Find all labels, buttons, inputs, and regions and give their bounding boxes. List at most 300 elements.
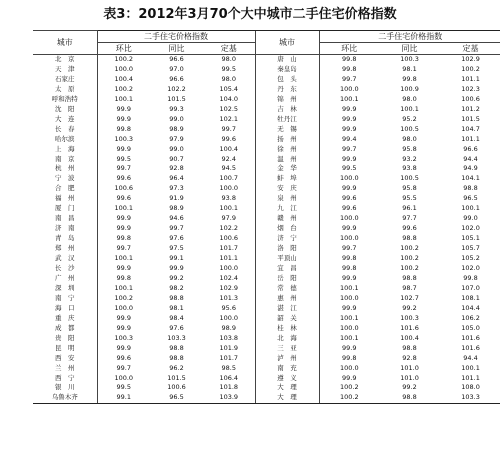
table-row [33, 125, 500, 135]
city-cell-left: 上 海 [55, 144, 75, 153]
city-cell-right: 牡丹江 [255, 115, 319, 125]
base-cell-right: 94.4 [463, 154, 478, 163]
city-cell-right: 烟 台 [255, 224, 319, 234]
table-row [33, 374, 500, 384]
mom-cell-left: 99.6 [97, 174, 150, 184]
yoy-cell-right: 97.7 [402, 214, 417, 223]
yoy-cell-right: 99.8 [402, 74, 417, 83]
yoy-cell-left: 99.1 [169, 254, 184, 263]
yoy-cell-left: 97.9 [169, 134, 184, 143]
mom-cell-right: 100.1 [319, 284, 379, 294]
yoy-cell-right: 100.2 [400, 244, 419, 253]
yoy-cell-left: 98.9 [169, 204, 184, 213]
table-row [33, 155, 500, 165]
base-cell-right: 105.0 [461, 323, 480, 332]
city-cell-right: 徐 州 [255, 145, 319, 155]
mom-cell-right: 99.9 [319, 304, 379, 314]
yoy-cell-left: 96.2 [169, 363, 184, 372]
yoy-cell-right: 101.0 [400, 363, 419, 372]
city-cell-right: 常 德 [255, 284, 319, 294]
header-index-group-right: 二手住宅价格指数 [319, 31, 500, 43]
city-cell-right: 遵 义 [255, 374, 319, 384]
mom-cell-right: 99.8 [319, 254, 379, 264]
base-cell-left: 103.9 [203, 393, 255, 403]
yoy-cell-left: 98.4 [169, 313, 184, 322]
mom-cell-left: 100.6 [97, 184, 150, 194]
mom-cell-left: 100.1 [97, 284, 150, 294]
base-cell-left: 94.5 [221, 164, 236, 173]
mom-cell-left: 99.9 [97, 224, 150, 234]
mom-cell-right: 99.9 [319, 344, 379, 354]
mom-cell-right: 100.1 [319, 95, 379, 105]
base-cell-left: 102.2 [219, 224, 239, 233]
table-row [33, 244, 500, 254]
city-cell-left: 石家庄 [55, 74, 75, 83]
base-cell-right: 106.2 [461, 313, 480, 322]
mom-cell-right: 100.2 [319, 383, 379, 393]
city-cell-left: 南 昌 [55, 214, 75, 223]
city-cell-right: 桂 林 [255, 324, 319, 334]
yoy-cell-left: 99.7 [169, 224, 184, 233]
base-cell-left: 103.8 [219, 333, 239, 342]
city-cell-left: 杭 州 [55, 164, 75, 173]
yoy-cell-right: 95.8 [402, 144, 417, 153]
city-cell-right: 南 充 [255, 364, 319, 374]
city-cell-left: 昆 明 [55, 343, 75, 352]
table-row [33, 194, 500, 204]
base-cell-right: 101.5 [461, 114, 480, 123]
yoy-cell-right: 95.8 [402, 184, 417, 193]
city-cell-left: 南 京 [55, 154, 75, 163]
header-index-group-left: 二手住宅价格指数 [97, 31, 255, 43]
mom-cell-left: 100.0 [97, 304, 150, 314]
mom-cell-right: 100.0 [319, 174, 379, 184]
base-cell-right: 100.2 [461, 64, 480, 73]
base-cell-right: 101.1 [461, 74, 480, 83]
table-row [33, 184, 500, 194]
header-yoy-right: 同比 [401, 44, 418, 53]
base-cell-right: 108.1 [461, 293, 480, 302]
mom-cell-right: 99.4 [319, 135, 379, 145]
mom-cell-right: 100.0 [319, 324, 379, 334]
base-cell-left: 101.1 [219, 254, 239, 263]
table-row [33, 85, 500, 95]
base-cell-left: 100.0 [219, 313, 239, 322]
yoy-cell-right: 98.0 [402, 94, 417, 103]
city-cell-right: 无 锡 [255, 125, 319, 135]
base-cell-right: 100.6 [461, 94, 480, 103]
table-row [33, 364, 500, 374]
base-cell-right: 101.2 [461, 104, 480, 113]
yoy-cell-right: 93.8 [402, 164, 417, 173]
yoy-cell-left: 98.8 [169, 353, 184, 362]
yoy-cell-left: 90.7 [169, 154, 184, 163]
mom-cell-left: 100.1 [97, 254, 150, 264]
mom-cell-left: 100.2 [97, 55, 150, 65]
table-row [33, 105, 500, 115]
mom-cell-right: 99.6 [319, 204, 379, 214]
table-row [33, 115, 500, 125]
table-row [33, 284, 500, 294]
mom-cell-right: 100.2 [319, 393, 379, 403]
city-cell-right: 平顶山 [255, 254, 319, 264]
yoy-cell-right: 98.1 [402, 64, 417, 73]
table-row [33, 264, 500, 274]
yoy-cell-right: 101.6 [400, 323, 419, 332]
base-cell-left: 100.0 [219, 184, 239, 193]
mom-cell-left: 100.1 [97, 95, 150, 105]
base-cell-left: 101.8 [219, 383, 239, 392]
base-cell-right: 98.8 [463, 184, 478, 193]
city-cell-right: 泉 州 [255, 194, 319, 204]
mom-cell-right: 99.7 [319, 244, 379, 254]
city-cell-right: 吉 林 [255, 105, 319, 115]
table-row [33, 164, 500, 174]
mom-cell-right: 99.9 [319, 374, 379, 384]
yoy-cell-left: 94.6 [169, 214, 184, 223]
yoy-cell-left: 96.4 [169, 174, 184, 183]
yoy-cell-right: 95.2 [402, 114, 417, 123]
table-row [33, 314, 500, 324]
city-cell-left: 成 都 [55, 323, 75, 332]
base-cell-left: 98.0 [203, 55, 255, 65]
base-cell-right: 102.0 [461, 264, 480, 273]
yoy-cell-right: 100.1 [400, 104, 419, 113]
yoy-cell-right: 100.3 [400, 313, 419, 322]
yoy-cell-left: 91.9 [169, 194, 184, 203]
mom-cell-left: 99.9 [97, 324, 150, 334]
yoy-cell-left: 97.6 [169, 323, 184, 332]
city-cell-right: 唐 山 [255, 55, 319, 65]
yoy-cell-right: 100.2 [400, 254, 419, 263]
mom-cell-left: 100.0 [97, 65, 150, 75]
base-cell-left: 102.4 [219, 273, 239, 282]
base-cell-left: 99.6 [221, 134, 236, 143]
yoy-cell-left: 97.5 [169, 244, 184, 253]
table-body [33, 55, 500, 404]
mom-cell-right: 99.9 [319, 115, 379, 125]
base-cell-left: 105.4 [219, 84, 239, 93]
mom-cell-right: 99.7 [319, 145, 379, 155]
mom-cell-left: 99.9 [97, 105, 150, 115]
table-title: 表3：2012年3月70个大中城市二手住宅价格指数 [103, 7, 397, 22]
yoy-cell-right: 93.2 [402, 154, 417, 163]
base-cell-right: 94.9 [463, 164, 478, 173]
table-row [33, 214, 500, 224]
mom-cell-left: 99.7 [97, 164, 150, 174]
city-cell-right: 包 头 [255, 75, 319, 85]
mom-cell-right: 99.8 [319, 55, 379, 65]
table-row [33, 174, 500, 184]
base-cell-right: 102.9 [440, 55, 500, 65]
base-cell-right: 108.0 [461, 383, 480, 392]
mom-cell-right: 100.0 [319, 214, 379, 224]
yoy-cell-right: 95.5 [402, 194, 417, 203]
mom-cell-right: 99.9 [319, 125, 379, 135]
mom-cell-left: 99.9 [97, 314, 150, 324]
yoy-cell-left: 100.6 [167, 383, 186, 392]
yoy-cell-right: 102.7 [400, 293, 419, 302]
city-cell-left: 济 南 [55, 224, 75, 233]
mom-cell-left: 99.6 [97, 194, 150, 204]
yoy-cell-left: 98.8 [169, 293, 184, 302]
yoy-cell-right: 98.8 [402, 234, 417, 243]
base-cell-left: 100.1 [219, 204, 239, 213]
base-cell-left: 101.7 [219, 244, 239, 253]
city-cell-right: 秦皇岛 [255, 65, 319, 75]
yoy-cell-right: 92.8 [402, 353, 417, 362]
mom-cell-right: 100.1 [319, 334, 379, 344]
header-yoy-left: 同比 [168, 44, 185, 53]
city-cell-left: 深 圳 [55, 283, 75, 292]
yoy-cell-left: 99.2 [169, 273, 184, 282]
yoy-cell-left: 98.2 [169, 283, 184, 292]
yoy-cell-left: 99.9 [169, 264, 184, 273]
table-row [33, 324, 500, 334]
mom-cell-left: 99.8 [97, 234, 150, 244]
city-cell-right: 丹 东 [255, 85, 319, 95]
yoy-cell-right: 100.2 [400, 264, 419, 273]
city-cell-left: 南 宁 [55, 293, 75, 302]
base-cell-right: 96.6 [463, 144, 478, 153]
yoy-cell-right: 99.2 [402, 383, 417, 392]
yoy-cell-right: 100.9 [400, 84, 419, 93]
yoy-cell-left: 97.6 [169, 234, 184, 243]
header-city-left: 城市 [33, 31, 97, 55]
mom-cell-right: 99.9 [319, 155, 379, 165]
table-row [33, 274, 500, 284]
city-cell-right: 锦 州 [255, 95, 319, 105]
city-cell-left: 乌鲁木齐 [33, 393, 97, 403]
base-cell-right: 104.4 [461, 303, 480, 312]
table-row [33, 254, 500, 264]
base-cell-right: 94.4 [463, 353, 478, 362]
city-cell-left: 沈 阳 [55, 104, 75, 113]
city-cell-left: 太 原 [55, 84, 75, 93]
mom-cell-left: 100.2 [97, 294, 150, 304]
base-cell-right: 102.0 [461, 224, 480, 233]
mom-cell-right: 99.8 [319, 354, 379, 364]
yoy-cell-right: 98.7 [402, 283, 417, 292]
base-cell-left: 98.9 [221, 323, 236, 332]
mom-cell-left: 99.9 [97, 115, 150, 125]
mom-cell-right: 100.0 [319, 85, 379, 95]
table-row [33, 95, 500, 105]
base-cell-right: 100.1 [461, 204, 480, 213]
base-cell-left: 102.5 [219, 104, 239, 113]
city-cell-left: 兰 州 [55, 363, 75, 372]
mom-cell-left: 100.1 [97, 204, 150, 214]
base-cell-right: 107.0 [461, 283, 480, 292]
base-cell-right: 102.3 [461, 84, 480, 93]
base-cell-right: 96.5 [463, 194, 478, 203]
mom-cell-left: 99.5 [97, 383, 150, 393]
city-cell-right: 赣 州 [255, 214, 319, 224]
mom-cell-right: 100.1 [319, 314, 379, 324]
yoy-cell-left: 98.8 [169, 343, 184, 352]
yoy-cell-left: 99.0 [169, 114, 184, 123]
city-cell-left: 青 岛 [55, 234, 75, 243]
city-cell-right: 岳 阳 [255, 274, 319, 284]
base-cell-left: 104.0 [219, 94, 239, 103]
base-cell-right: 100.1 [461, 363, 480, 372]
base-cell-left: 92.4 [221, 154, 236, 163]
base-cell-left: 100.6 [219, 234, 239, 243]
mom-cell-left: 99.9 [97, 264, 150, 274]
base-cell-left: 100.7 [219, 174, 239, 183]
base-cell-right: 105.7 [461, 244, 480, 253]
city-cell-left: 西 安 [55, 353, 75, 362]
city-cell-left: 哈尔滨 [55, 134, 75, 143]
base-cell-right: 101.1 [461, 134, 480, 143]
base-cell-right: 101.6 [461, 333, 480, 342]
city-cell-right: 大 理 [255, 383, 319, 393]
mom-cell-left: 100.0 [97, 374, 150, 384]
city-cell-right: 北 海 [255, 334, 319, 344]
table-row [33, 344, 500, 354]
base-cell-left: 99.5 [221, 64, 236, 73]
base-cell-left: 101.3 [219, 293, 239, 302]
mom-cell-right: 100.0 [319, 234, 379, 244]
mom-cell-right: 99.5 [319, 164, 379, 174]
city-cell-right: 泸 州 [255, 354, 319, 364]
base-cell-left: 100.0 [219, 264, 239, 273]
city-cell-left: 银 川 [55, 383, 75, 392]
yoy-cell-right: 98.8 [402, 343, 417, 352]
base-cell-left: 102.1 [219, 114, 239, 123]
city-cell-left: 长 春 [55, 124, 75, 133]
mom-cell-right: 99.9 [319, 184, 379, 194]
base-cell-right: 105.1 [461, 234, 480, 243]
mom-cell-left: 99.5 [97, 155, 150, 165]
city-cell-left: 北 京 [33, 55, 97, 65]
city-cell-right: 蚌 埠 [255, 174, 319, 184]
mom-cell-right: 99.7 [319, 75, 379, 85]
city-cell-left: 西 宁 [55, 373, 75, 382]
mom-cell-left: 99.1 [97, 393, 150, 403]
mom-cell-right: 99.9 [319, 224, 379, 234]
base-cell-right: 104.1 [461, 174, 480, 183]
yoy-cell-right: 100.3 [379, 55, 440, 65]
base-cell-left: 101.9 [219, 343, 239, 352]
yoy-cell-right: 98.8 [379, 393, 440, 403]
mom-cell-left: 100.4 [97, 75, 150, 85]
city-cell-left: 厦 门 [55, 204, 75, 213]
table-row [33, 334, 500, 344]
yoy-cell-right: 100.4 [400, 333, 419, 342]
city-cell-left: 天 津 [55, 64, 75, 73]
city-cell-left: 长 沙 [55, 264, 75, 273]
city-cell-right: 温 州 [255, 155, 319, 165]
mom-cell-left: 99.8 [97, 125, 150, 135]
mom-cell-left: 99.8 [97, 274, 150, 284]
table-row [33, 65, 500, 75]
city-cell-left: 呼和浩特 [51, 94, 78, 103]
city-cell-left: 宁 波 [55, 174, 75, 183]
city-cell-left: 广 州 [55, 273, 75, 282]
mom-cell-right: 100.0 [319, 364, 379, 374]
city-cell-left: 武 汉 [55, 254, 75, 263]
mom-cell-left: 99.9 [97, 214, 150, 224]
base-cell-left: 98.5 [221, 363, 236, 372]
yoy-cell-left: 96.6 [169, 74, 184, 83]
table-row [33, 393, 500, 403]
yoy-cell-left: 103.3 [167, 333, 186, 342]
table-row [33, 204, 500, 214]
mom-cell-left: 99.9 [97, 145, 150, 155]
city-cell-right: 湛 江 [255, 304, 319, 314]
base-cell-right: 103.3 [440, 393, 500, 403]
city-cell-left: 海 口 [55, 303, 75, 312]
yoy-cell-left: 101.5 [167, 373, 186, 382]
yoy-cell-right: 100.5 [400, 124, 419, 133]
table-row [33, 145, 500, 155]
mom-cell-left: 100.3 [97, 334, 150, 344]
table-row [33, 135, 500, 145]
table-row [33, 294, 500, 304]
yoy-cell-right: 99.2 [402, 303, 417, 312]
base-cell-left: 101.7 [219, 353, 239, 362]
mom-cell-right: 99.9 [319, 274, 379, 284]
yoy-cell-right: 98.0 [402, 134, 417, 143]
mom-cell-right: 99.8 [319, 65, 379, 75]
header-base-left: 定基 [220, 44, 237, 53]
yoy-cell-left: 101.5 [167, 94, 186, 103]
table-row [33, 75, 500, 85]
city-cell-left: 合 肥 [55, 184, 75, 193]
base-cell-left: 102.9 [219, 283, 239, 292]
base-cell-right: 104.7 [461, 124, 480, 133]
city-cell-right: 韶 关 [255, 314, 319, 324]
yoy-cell-right: 99.6 [402, 224, 417, 233]
mom-cell-right: 99.9 [319, 105, 379, 115]
city-cell-left: 贵 阳 [55, 333, 75, 342]
yoy-cell-right: 96.1 [402, 204, 417, 213]
table-row [33, 55, 500, 65]
base-cell-left: 93.8 [221, 194, 236, 203]
yoy-cell-right: 101.0 [400, 373, 419, 382]
city-cell-left: 重 庆 [55, 313, 75, 322]
yoy-cell-left: 102.2 [167, 84, 186, 93]
mom-cell-left: 99.7 [97, 244, 150, 254]
city-cell-right: 惠 州 [255, 294, 319, 304]
city-cell-right: 三 亚 [255, 344, 319, 354]
base-cell-left: 99.7 [221, 124, 236, 133]
base-cell-left: 106.4 [219, 373, 239, 382]
header-mom-right: 环比 [319, 43, 379, 55]
base-cell-right: 99.8 [463, 273, 478, 282]
base-cell-right: 101.1 [461, 373, 480, 382]
city-cell-right: 大 理 [255, 393, 319, 403]
base-cell-right: 101.6 [461, 343, 480, 352]
base-cell-left: 97.9 [221, 214, 236, 223]
base-cell-left: 100.4 [219, 144, 239, 153]
city-cell-left: 福 州 [55, 194, 75, 203]
yoy-cell-left: 97.3 [169, 184, 184, 193]
mom-cell-left: 99.7 [97, 364, 150, 374]
base-cell-left: 98.0 [221, 74, 236, 83]
yoy-cell-left: 92.8 [169, 164, 184, 173]
yoy-cell-left: 99.3 [169, 104, 184, 113]
header-city-right: 城市 [255, 31, 319, 55]
yoy-cell-left: 98.1 [169, 303, 184, 312]
table-row [33, 234, 500, 244]
mom-cell-right: 100.0 [319, 294, 379, 304]
city-cell-right: 济 宁 [255, 234, 319, 244]
yoy-cell-left: 98.9 [169, 124, 184, 133]
yoy-cell-left: 97.0 [169, 64, 184, 73]
table-row [33, 383, 500, 393]
